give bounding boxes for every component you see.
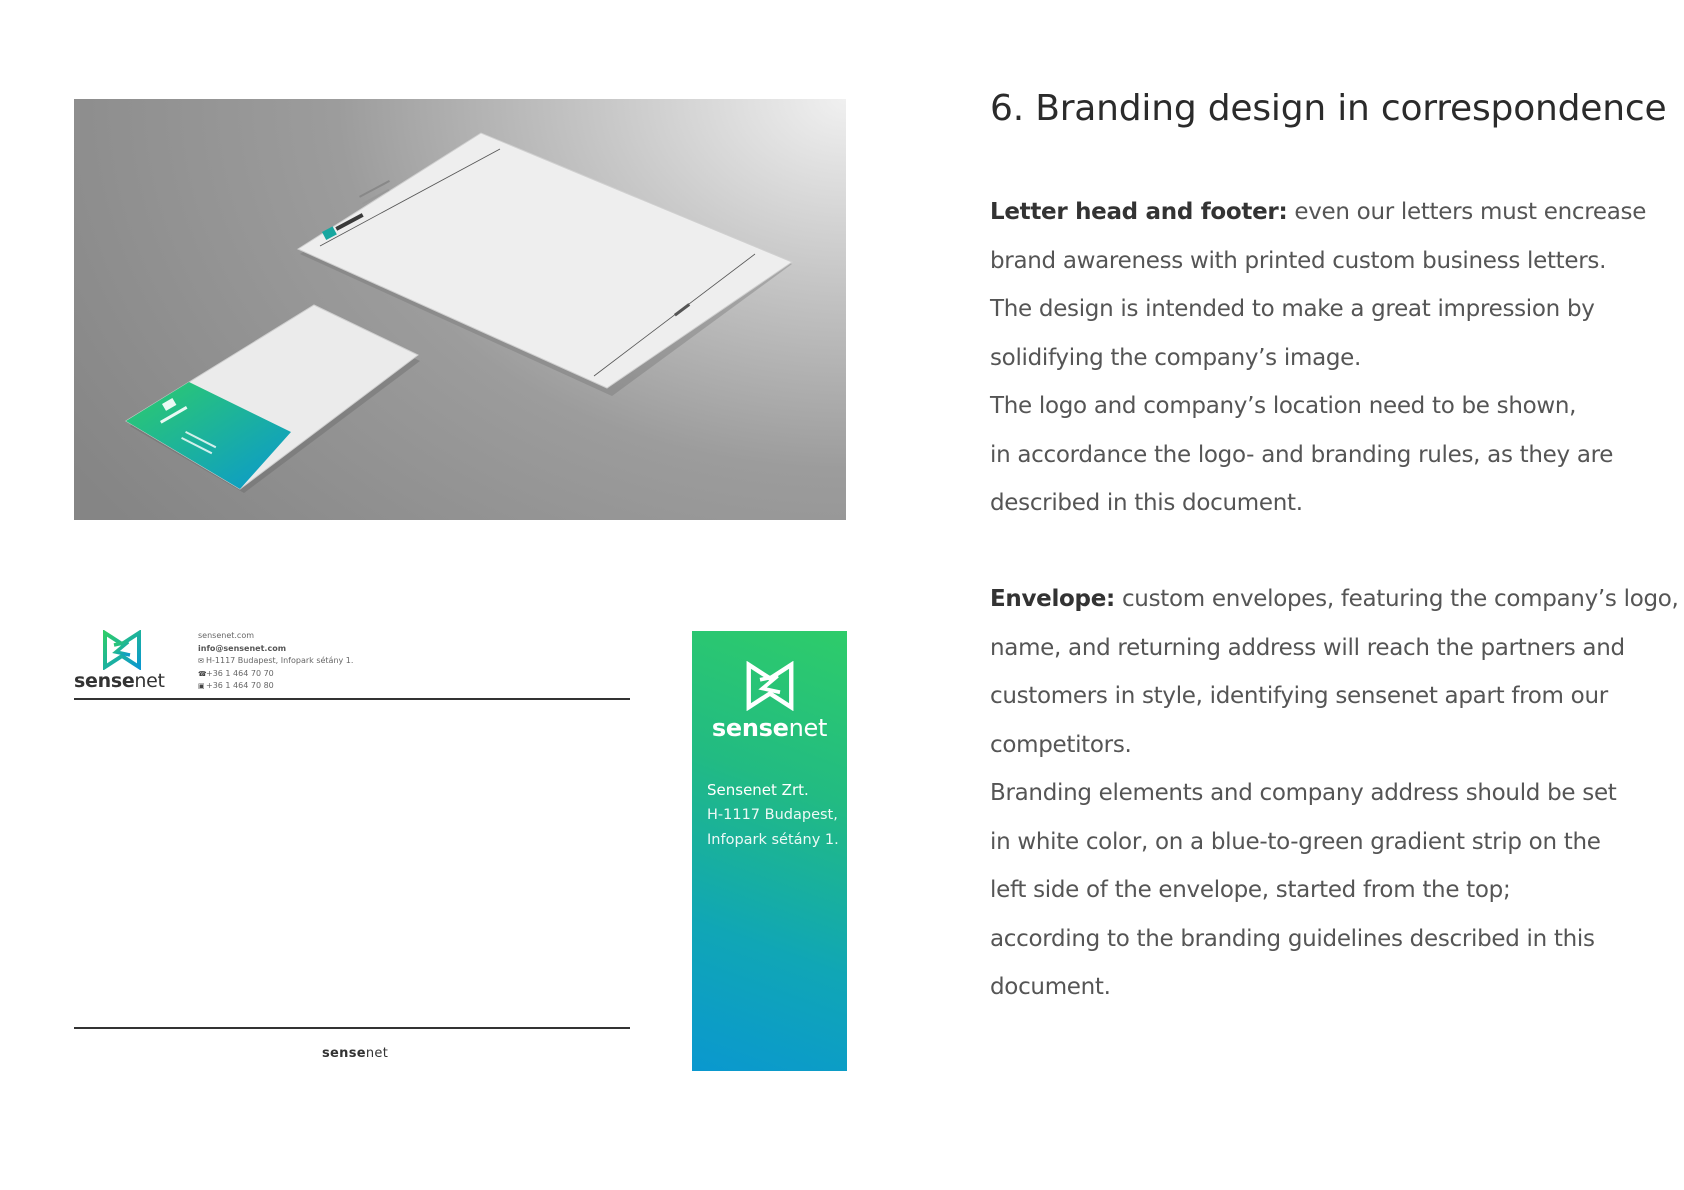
paragraph-line: competitors. bbox=[990, 731, 1132, 758]
letterhead-website: sensenet.com bbox=[198, 631, 255, 640]
envelope-paragraph bbox=[990, 575, 1680, 1012]
paragraph-line: The design is intended to make a great impression by bbox=[990, 296, 1595, 322]
paragraph-line: in white color, on a blue-to-green gradient strip on the bbox=[990, 828, 1601, 855]
paragraph-line: Envelope: custom envelopes, featuring the company’s logo, bbox=[990, 586, 1679, 612]
letterhead-email: info@sensenet.com bbox=[198, 643, 287, 653]
footer-wordmark: sensenet bbox=[322, 1046, 389, 1061]
paragraph-line: Letter head and footer: even our letters must encrease bbox=[990, 199, 1647, 225]
strip-company: Sensenet Zrt. bbox=[707, 781, 809, 799]
strip-address-line1: H-1117 Budapest, bbox=[707, 807, 838, 823]
paragraph-line: described in this document. bbox=[990, 490, 1303, 516]
letterhead-fax-row: ▣+36 1 464 70 80 bbox=[198, 680, 353, 693]
phone-icon: ☎ bbox=[198, 669, 207, 678]
page-title: 6. Branding design in correspondence bbox=[990, 88, 1667, 129]
paragraph-line: customers in style, identifying sensenet apart from our bbox=[990, 683, 1608, 709]
footer-rule bbox=[74, 1027, 630, 1029]
mockup-illustration bbox=[74, 99, 846, 520]
letterhead-address-row: ✉ H-1117 Budapest, Infopark sétány 1. bbox=[198, 655, 353, 668]
letterhead-phone-row: ☎+36 1 464 70 70 bbox=[198, 668, 353, 681]
sensenet-logo-icon bbox=[745, 661, 795, 711]
letterhead-contacts bbox=[198, 630, 353, 693]
paragraph-line: name, and returning address will reach the partners and bbox=[990, 634, 1625, 661]
strip-address-line2: Infopark sétány 1. bbox=[707, 832, 839, 848]
letterhead-paragraph bbox=[990, 188, 1680, 528]
envelope-icon: ✉ bbox=[198, 657, 204, 665]
sensenet-logo-icon bbox=[102, 630, 142, 670]
paragraph-line: document. bbox=[990, 974, 1111, 1000]
paragraph-line: solidifying the company’s image. bbox=[990, 344, 1362, 371]
strip-address bbox=[707, 778, 839, 853]
envelope-strip bbox=[692, 631, 847, 1071]
paragraph-line: brand awareness with printed custom business letters. bbox=[990, 247, 1607, 274]
letterhead-lead: Letter head and footer: bbox=[990, 199, 1288, 225]
letterhead-rule bbox=[74, 698, 630, 700]
paragraph-line: left side of the envelope, started from the top; bbox=[990, 877, 1511, 903]
paragraph-line: Branding elements and company address should be set bbox=[990, 780, 1617, 806]
stationery-mockup-image bbox=[74, 99, 846, 520]
paragraph-line: according to the branding guidelines described in this bbox=[990, 925, 1595, 952]
envelope-lead: Envelope: bbox=[990, 586, 1115, 612]
fax-icon: ▣ bbox=[198, 682, 205, 690]
letterhead-wordmark: sensenet bbox=[74, 670, 165, 692]
strip-wordmark: sensenet bbox=[711, 714, 828, 742]
paragraph-line: in accordance the logo- and branding rules, as they are bbox=[990, 441, 1614, 468]
paragraph-line: The logo and company’s location need to be shown, bbox=[990, 393, 1577, 419]
